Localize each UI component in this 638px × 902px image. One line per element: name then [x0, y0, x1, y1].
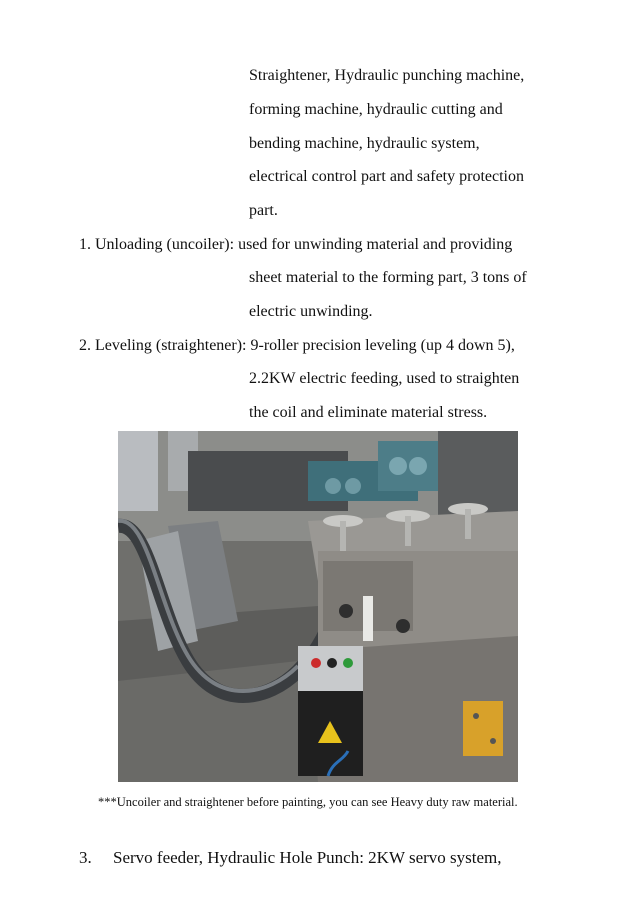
intro-line-4: electrical control part and safety protection — [249, 168, 524, 185]
intro-line-3: bending machine, hydraulic system, — [249, 135, 480, 152]
intro-line-5: part. — [249, 202, 278, 219]
item2-lead: 2. Leveling (straightener): 9-roller precision leveling (up 4 down 5), — [79, 337, 515, 354]
item3-text: Servo feeder, Hydraulic Hole Punch: 2KW servo system, — [113, 848, 502, 867]
item2-line-2: the coil and eliminate material stress. — [249, 404, 488, 421]
photo-caption: ***Uncoiler and straightener before painting, you can see Heavy duty raw material. — [98, 795, 518, 809]
intro-line-2: forming machine, hydraulic cutting and — [249, 101, 503, 118]
uncoiler-straightener-photo — [118, 431, 518, 782]
item1-lead: 1. Unloading (uncoiler): used for unwinding material and providing — [79, 236, 513, 253]
item2-line-1: 2.2KW electric feeding, used to straighten — [249, 370, 520, 387]
item3-number: 3. — [79, 848, 92, 867]
intro-line-1: Straightener, Hydraulic punching machine, — [249, 67, 525, 84]
item1-line-1: sheet material to the forming part, 3 tons of — [249, 269, 527, 286]
item3-heading — [79, 847, 502, 869]
item1-line-2: electric unwinding. — [249, 303, 373, 320]
